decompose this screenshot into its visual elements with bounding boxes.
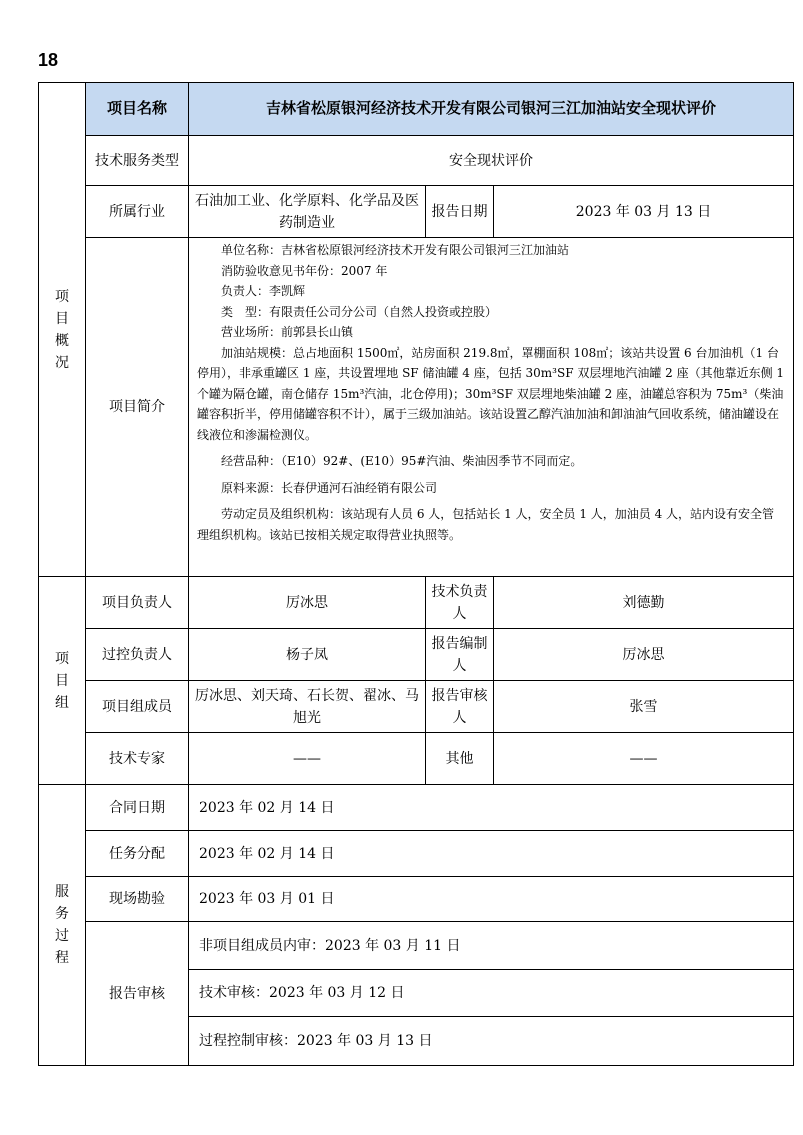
team-label: 过控负责人 — [86, 629, 189, 681]
team-label: 项目负责人 — [86, 577, 189, 629]
intro-line: 负责人：李凯辉 — [221, 284, 306, 298]
team-value: 厉冰思、刘天琦、石长贺、翟冰、马旭光 — [189, 681, 426, 733]
review-item: 非项目组成员内审：2023 年 03 月 11 日 — [189, 922, 794, 970]
project-info-table — [38, 82, 794, 1066]
intro-line: 原料来源：长春伊通河石油经销有限公司 — [221, 480, 438, 495]
team-value: —— — [494, 733, 794, 785]
industry-value: 石油加工业、化学原料、化学品及医药制造业 — [189, 186, 426, 238]
team-value: 厉冰思 — [494, 629, 794, 681]
team-label: 技术专家 — [86, 733, 189, 785]
intro-line: 劳动定员及组织机构：该站现有人员 6 人，包括站长 1 人，安全员 1 人，加油员 4 人，站内设有安全管理组织机构。该站已按相关规定取得营业执照等。 — [197, 507, 775, 542]
process-label: 任务分配 — [86, 831, 189, 877]
team-value: 厉冰思 — [189, 577, 426, 629]
review-item: 过程控制审核：2023 年 03 月 13 日 — [189, 1017, 794, 1066]
section-process: 服务过程 — [39, 785, 86, 1066]
process-label: 现场勘验 — [86, 877, 189, 922]
intro-line: 类 型：有限责任公司分公司（自然人投资或控股） — [221, 304, 498, 319]
team-value: —— — [189, 733, 426, 785]
industry-label: 所属行业 — [86, 186, 189, 238]
section-team: 项目组 — [39, 577, 86, 785]
intro-line: 加油站规模：总占地面积 1500㎡，站房面积 219.8㎡，罩棚面积 108㎡；该站共设置 6 台加油机（1 台停用），非承重罐区 1 座，共设置埋地 SF 储油罐 4 座，包括 30m³SF 双层埋地汽油罐 2 座（其他靠近东侧 1 个罐为隔仓罐，南仓储存 15m³汽油，北仓停用)；30m³SF 双层埋地柴油罐 2 座，油罐总容积为 75m³（柴油罐容积折半，停用储罐容积不计），属于三级加油站。该站设置乙醇汽油加油和卸油油气回收系统，储油罐设在线液位和渗漏检测仪。 — [197, 345, 785, 442]
intro-line: 单位名称：吉林省松原银河经济技术开发有限公司银河三江加油站 — [221, 243, 570, 257]
process-value: 2023 年 03 月 01 日 — [189, 877, 794, 922]
process-label: 合同日期 — [86, 785, 189, 831]
review-label: 报告审核 — [86, 922, 189, 1066]
review-item: 技术审核：2023 年 03 月 12 日 — [189, 970, 794, 1017]
process-value: 2023 年 02 月 14 日 — [189, 785, 794, 831]
report-date-value: 2023 年 03 月 13 日 — [494, 186, 794, 238]
page-number: 18 — [38, 50, 59, 70]
team-label: 其他 — [426, 733, 494, 785]
team-value: 杨子凤 — [189, 629, 426, 681]
process-value: 2023 年 02 月 14 日 — [189, 831, 794, 877]
intro-label: 项目简介 — [86, 238, 189, 577]
service-type-value: 安全现状评价 — [189, 136, 794, 186]
team-label: 技术负责人 — [426, 577, 494, 629]
report-date-label: 报告日期 — [426, 186, 494, 238]
team-label: 报告编制人 — [426, 629, 494, 681]
intro-line: 消防验收意见书年份：2007 年 — [221, 263, 388, 278]
intro-line: 经营品种：（E10）92#、(E10）95#汽油、柴油因季节不同而定。 — [221, 454, 583, 468]
project-name-label: 项目名称 — [86, 83, 189, 136]
service-type-label: 技术服务类型 — [86, 136, 189, 186]
team-value: 张雪 — [494, 681, 794, 733]
intro-content — [189, 238, 794, 577]
team-label: 项目组成员 — [86, 681, 189, 733]
section-overview: 项目概况 — [39, 83, 86, 577]
team-label: 报告审核人 — [426, 681, 494, 733]
team-value: 刘德勤 — [494, 577, 794, 629]
project-name-value: 吉林省松原银河经济技术开发有限公司银河三江加油站安全现状评价 — [189, 83, 794, 136]
intro-line: 营业场所：前郭县长山镇 — [221, 325, 354, 339]
